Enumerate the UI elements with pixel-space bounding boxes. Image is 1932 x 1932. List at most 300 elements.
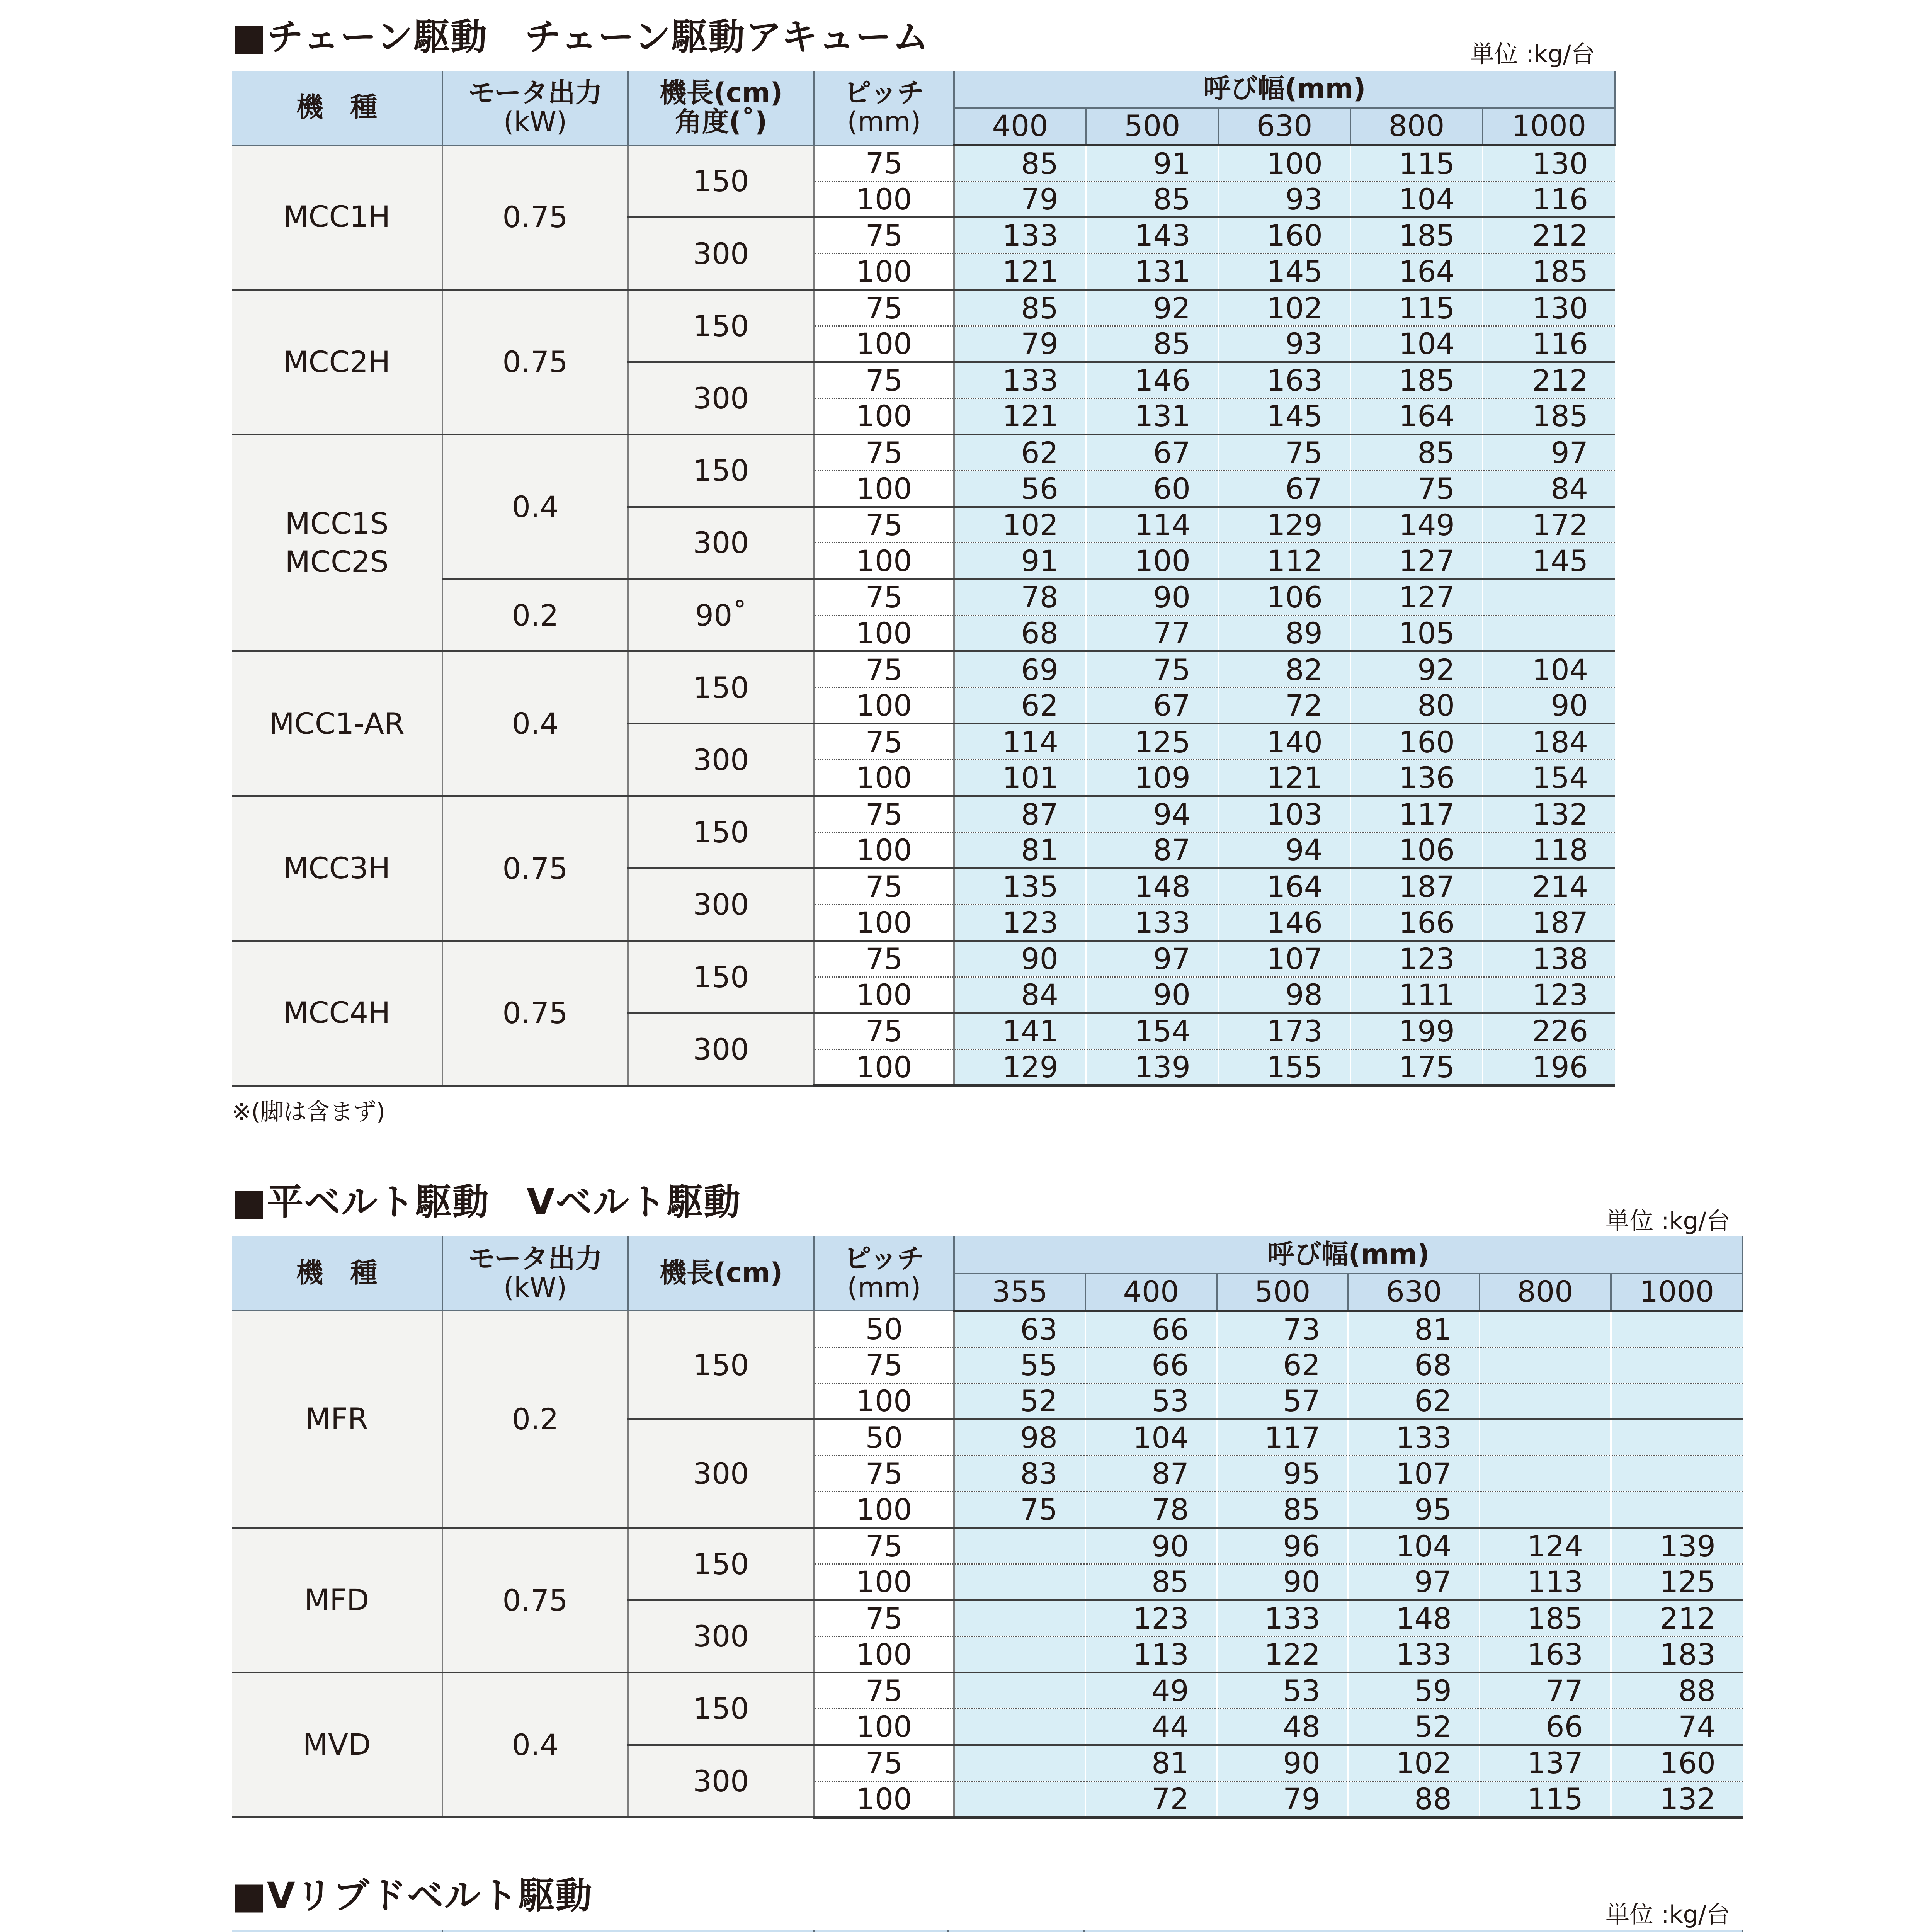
pitch-cell: 100: [814, 326, 954, 362]
length-cell: 300: [628, 218, 814, 290]
motor-cell: 0.4: [442, 651, 628, 796]
value-cell: 160: [1611, 1745, 1743, 1781]
pitch-cell: 100: [814, 1636, 954, 1673]
value-cell: 138: [1483, 940, 1615, 977]
value-cell: 87: [954, 796, 1086, 832]
pitch-cell: 75: [814, 1745, 954, 1781]
pitch-cell: 75: [814, 1672, 954, 1709]
value-cell: 90: [1483, 687, 1615, 724]
value-cell: [954, 1745, 1085, 1781]
value-cell: 78: [1085, 1492, 1217, 1528]
pitch-cell: 75: [814, 579, 954, 616]
value-cell: 96: [1217, 1528, 1348, 1564]
value-cell: 105: [1350, 615, 1483, 651]
value-cell: 79: [954, 326, 1086, 362]
value-cell: 166: [1350, 905, 1483, 941]
value-cell: 102: [1218, 290, 1350, 326]
value-cell: 136: [1350, 760, 1483, 796]
header-pitch: [814, 1236, 954, 1311]
value-cell: 212: [1483, 362, 1615, 398]
table-row: [232, 1528, 1743, 1564]
value-cell: 115: [1350, 145, 1483, 181]
table2: [232, 1236, 1743, 1819]
value-cell: 164: [1350, 253, 1483, 290]
value-cell: 62: [1217, 1347, 1348, 1383]
value-cell: 49: [1085, 1672, 1217, 1709]
value-cell: 62: [954, 434, 1086, 471]
value-cell: 131: [1086, 398, 1218, 435]
value-cell: [1611, 1492, 1743, 1528]
table-row: [232, 1672, 1743, 1709]
value-cell: 102: [1348, 1745, 1480, 1781]
length-cell: 300: [628, 1419, 814, 1528]
model-cell: MCC1S MCC2S: [232, 434, 442, 651]
width-header-400: 400: [1085, 1274, 1217, 1311]
value-cell: 83: [954, 1456, 1085, 1492]
value-cell: 85: [1086, 181, 1218, 218]
header-pitch: [814, 71, 954, 145]
value-cell: 185: [1350, 362, 1483, 398]
pitch-cell: 100: [814, 760, 954, 796]
value-cell: 53: [1085, 1383, 1217, 1420]
length-cell: 150: [628, 1528, 814, 1600]
value-cell: 160: [1350, 724, 1483, 760]
value-cell: [954, 1781, 1085, 1817]
length-cell: 90˚: [628, 579, 814, 651]
value-cell: 79: [954, 181, 1086, 218]
value-cell: 59: [1348, 1672, 1480, 1709]
value-cell: 140: [1218, 724, 1350, 760]
value-cell: 81: [954, 832, 1086, 869]
value-cell: 143: [1086, 218, 1218, 254]
value-cell: 81: [1348, 1311, 1480, 1347]
value-cell: 93: [1218, 181, 1350, 218]
header-pitch-line2: (mm): [847, 106, 921, 138]
header-length: 機長(cm): [628, 1236, 814, 1311]
value-cell: 117: [1217, 1419, 1348, 1456]
value-cell: 146: [1086, 362, 1218, 398]
table2-title: ■平ベルト駆動 Vベルト駆動: [232, 1181, 741, 1223]
length-cell: 300: [628, 1745, 814, 1818]
value-cell: 68: [954, 615, 1086, 651]
value-cell: 66: [1085, 1311, 1217, 1347]
length-cell: 150: [628, 434, 814, 507]
pitch-cell: 100: [814, 253, 954, 290]
pitch-cell: 75: [814, 940, 954, 977]
value-cell: [1611, 1311, 1743, 1347]
header-length-line1: 機長(cm): [659, 77, 783, 109]
value-cell: 52: [1348, 1709, 1480, 1745]
value-cell: 72: [1085, 1781, 1217, 1817]
value-cell: 94: [1218, 832, 1350, 869]
value-cell: [1483, 615, 1615, 651]
pitch-cell: 100: [814, 1049, 954, 1085]
table3: [232, 1930, 1743, 1932]
value-cell: 85: [1086, 326, 1218, 362]
value-cell: 84: [1483, 471, 1615, 507]
pitch-cell: 100: [814, 1781, 954, 1817]
value-cell: 133: [954, 218, 1086, 254]
pitch-cell: 100: [814, 977, 954, 1013]
table1: [232, 71, 1616, 1087]
motor-cell: 0.2: [442, 579, 628, 651]
value-cell: 73: [1217, 1311, 1348, 1347]
value-cell: 116: [1483, 326, 1615, 362]
value-cell: [954, 1600, 1085, 1636]
pitch-cell: 100: [814, 398, 954, 435]
value-cell: 124: [1480, 1528, 1611, 1564]
header-motor-line1: モータ出力: [468, 1242, 602, 1274]
length-cell: 150: [628, 796, 814, 868]
value-cell: 127: [1350, 579, 1483, 616]
header-pitch-line1: ピッチ: [844, 1242, 924, 1274]
value-cell: 172: [1483, 507, 1615, 543]
value-cell: 75: [1350, 471, 1483, 507]
motor-cell: 0.75: [442, 796, 628, 940]
value-cell: 57: [1217, 1383, 1348, 1420]
value-cell: 121: [1218, 760, 1350, 796]
motor-cell: 0.75: [442, 145, 628, 290]
table1-title: ■チェーン駆動 チェーン駆動アキューム: [232, 16, 930, 58]
header-pitch-line1: ピッチ: [844, 77, 924, 109]
value-cell: 187: [1483, 905, 1615, 941]
width-header-630: 630: [1348, 1274, 1480, 1311]
pitch-cell: 50: [814, 1311, 954, 1347]
value-cell: 91: [954, 543, 1086, 579]
table-row: [232, 651, 1615, 688]
value-cell: 214: [1483, 868, 1615, 905]
pitch-cell: 75: [814, 651, 954, 688]
value-cell: 102: [954, 507, 1086, 543]
value-cell: 75: [1086, 651, 1218, 688]
pitch-cell: 75: [814, 434, 954, 471]
width-header-500: 500: [1217, 1274, 1348, 1311]
pitch-cell: 75: [814, 507, 954, 543]
value-cell: [954, 1564, 1085, 1600]
motor-cell: 0.75: [442, 940, 628, 1085]
value-cell: 74: [1611, 1709, 1743, 1745]
value-cell: 90: [1086, 977, 1218, 1013]
width-header-355: 355: [954, 1274, 1085, 1311]
value-cell: 92: [1350, 651, 1483, 688]
value-cell: 115: [1350, 290, 1483, 326]
value-cell: [1611, 1419, 1743, 1456]
value-cell: 212: [1483, 218, 1615, 254]
value-cell: 63: [954, 1311, 1085, 1347]
pitch-cell: 75: [814, 868, 954, 905]
value-cell: 80: [1350, 687, 1483, 724]
value-cell: 146: [1218, 905, 1350, 941]
table1-body: [232, 145, 1615, 1085]
value-cell: 90: [1086, 579, 1218, 616]
width-header-1000: 1000: [1611, 1274, 1743, 1311]
motor-cell: 0.75: [442, 1528, 628, 1672]
value-cell: 139: [1611, 1528, 1743, 1564]
value-cell: 67: [1086, 434, 1218, 471]
value-cell: 44: [1085, 1709, 1217, 1745]
value-cell: 130: [1483, 290, 1615, 326]
value-cell: 132: [1611, 1781, 1743, 1817]
value-cell: 106: [1350, 832, 1483, 869]
value-cell: 185: [1483, 253, 1615, 290]
value-cell: [1480, 1347, 1611, 1383]
value-cell: 117: [1350, 796, 1483, 832]
value-cell: 97: [1483, 434, 1615, 471]
value-cell: 212: [1611, 1600, 1743, 1636]
value-cell: 137: [1480, 1745, 1611, 1781]
pitch-cell: 100: [814, 687, 954, 724]
value-cell: 164: [1218, 868, 1350, 905]
value-cell: 68: [1348, 1347, 1480, 1383]
value-cell: 131: [1086, 253, 1218, 290]
value-cell: 100: [1218, 145, 1350, 181]
motor-cell: 0.4: [442, 1672, 628, 1817]
value-cell: [954, 1528, 1085, 1564]
value-cell: 52: [954, 1383, 1085, 1420]
header-motor: [442, 1236, 628, 1311]
value-cell: 145: [1218, 253, 1350, 290]
pitch-cell: 50: [814, 1419, 954, 1456]
value-cell: 66: [1085, 1347, 1217, 1383]
table-row: [232, 796, 1615, 832]
value-cell: [1480, 1311, 1611, 1347]
value-cell: 90: [1217, 1745, 1348, 1781]
value-cell: 81: [1085, 1745, 1217, 1781]
pitch-cell: 100: [814, 181, 954, 218]
model-cell: MFR: [232, 1311, 442, 1528]
length-cell: 150: [628, 940, 814, 1013]
header-motor-line2: (kW): [503, 106, 567, 138]
value-cell: [1611, 1383, 1743, 1420]
pitch-cell: 100: [814, 832, 954, 869]
header-length: [628, 71, 814, 145]
model-cell: MCC3H: [232, 796, 442, 940]
header-width: 呼び幅(mm): [954, 71, 1615, 108]
value-cell: 66: [1480, 1709, 1611, 1745]
header-model: [232, 1930, 442, 1932]
header-model: 機 種: [232, 71, 442, 145]
value-cell: 60: [1086, 471, 1218, 507]
length-cell: 150: [628, 290, 814, 362]
value-cell: 90: [1085, 1528, 1217, 1564]
value-cell: 107: [1218, 940, 1350, 977]
value-cell: 67: [1086, 687, 1218, 724]
value-cell: 97: [1348, 1564, 1480, 1600]
value-cell: 133: [1348, 1636, 1480, 1673]
value-cell: [1480, 1419, 1611, 1456]
value-cell: 93: [1218, 326, 1350, 362]
header-unitname: [442, 1930, 814, 1932]
value-cell: 184: [1483, 724, 1615, 760]
value-cell: 155: [1218, 1049, 1350, 1085]
value-cell: 114: [954, 724, 1086, 760]
value-cell: 116: [1483, 181, 1615, 218]
value-cell: [1480, 1383, 1611, 1420]
value-cell: 139: [1086, 1049, 1218, 1085]
value-cell: 79: [1217, 1781, 1348, 1817]
pitch-cell: 100: [814, 543, 954, 579]
value-cell: 145: [1483, 543, 1615, 579]
pitch-cell: 75: [814, 1528, 954, 1564]
value-cell: 95: [1348, 1492, 1480, 1528]
value-cell: 109: [1086, 760, 1218, 796]
table-row: [232, 1311, 1743, 1347]
table2-body: [232, 1311, 1743, 1817]
motor-cell: 0.2: [442, 1311, 628, 1528]
value-cell: 148: [1086, 868, 1218, 905]
table2-unit: 単位 :kg/台: [1605, 1207, 1730, 1235]
value-cell: 125: [1086, 724, 1218, 760]
value-cell: 164: [1350, 398, 1483, 435]
value-cell: 77: [1086, 615, 1218, 651]
value-cell: 62: [1348, 1383, 1480, 1420]
value-cell: 145: [1218, 398, 1350, 435]
motor-cell: 0.75: [442, 290, 628, 434]
value-cell: 132: [1483, 796, 1615, 832]
value-cell: [954, 1672, 1085, 1709]
width-header-800: 800: [1480, 1274, 1611, 1311]
length-cell: 300: [628, 1013, 814, 1086]
value-cell: 94: [1086, 796, 1218, 832]
value-cell: 127: [1350, 543, 1483, 579]
value-cell: 85: [1217, 1492, 1348, 1528]
table3-header: [232, 1930, 1743, 1932]
value-cell: 133: [1217, 1600, 1348, 1636]
pitch-cell: 75: [814, 1456, 954, 1492]
value-cell: 133: [1086, 905, 1218, 941]
pitch-cell: 75: [814, 290, 954, 326]
value-cell: 133: [1348, 1419, 1480, 1456]
motor-cell: 0.4: [442, 434, 628, 579]
value-cell: 163: [1480, 1636, 1611, 1673]
length-cell: 300: [628, 724, 814, 796]
value-cell: 85: [954, 290, 1086, 326]
pitch-cell: 75: [814, 1013, 954, 1049]
model-cell: MFD: [232, 1528, 442, 1672]
pitch-cell: 100: [814, 1709, 954, 1745]
value-cell: 90: [1217, 1564, 1348, 1600]
length-cell: 150: [628, 145, 814, 218]
header-length-line2: 角度(˚): [675, 106, 767, 138]
value-cell: 85: [1350, 434, 1483, 471]
value-cell: 91: [1086, 145, 1218, 181]
table1-unit: 単位 :kg/台: [1470, 40, 1595, 68]
value-cell: 121: [954, 398, 1086, 435]
value-cell: 55: [954, 1347, 1085, 1383]
value-cell: 100: [1086, 543, 1218, 579]
value-cell: 75: [1218, 434, 1350, 471]
value-cell: 95: [1217, 1456, 1348, 1492]
pitch-cell: 75: [814, 1600, 954, 1636]
value-cell: 163: [1218, 362, 1350, 398]
value-cell: 104: [1085, 1419, 1217, 1456]
value-cell: [1611, 1456, 1743, 1492]
pitch-cell: 100: [814, 905, 954, 941]
header-width: [1084, 1930, 1743, 1932]
table1-header: [232, 71, 1615, 145]
header-width: 呼び幅(mm): [954, 1236, 1743, 1274]
value-cell: 154: [1483, 760, 1615, 796]
value-cell: 104: [1350, 181, 1483, 218]
table-row: [232, 434, 1615, 471]
length-cell: 150: [628, 1311, 814, 1419]
length-cell: 300: [628, 1600, 814, 1672]
header-motor-line1: モータ出力: [468, 77, 602, 109]
table2-header: [232, 1236, 1743, 1311]
pitch-cell: 75: [814, 724, 954, 760]
value-cell: 87: [1086, 832, 1218, 869]
header-pitch: [948, 1930, 1084, 1932]
value-cell: 111: [1350, 977, 1483, 1013]
length-cell: 300: [628, 868, 814, 940]
value-cell: 103: [1218, 796, 1350, 832]
pitch-cell: 100: [814, 1564, 954, 1600]
value-cell: 123: [1085, 1600, 1217, 1636]
value-cell: 104: [1483, 651, 1615, 688]
value-cell: [954, 1709, 1085, 1745]
value-cell: 226: [1483, 1013, 1615, 1049]
value-cell: 97: [1086, 940, 1218, 977]
pitch-cell: 75: [814, 796, 954, 832]
header-motor: [442, 71, 628, 145]
value-cell: 183: [1611, 1636, 1743, 1673]
pitch-cell: 100: [814, 615, 954, 651]
value-cell: 135: [954, 868, 1086, 905]
pitch-cell: 75: [814, 1347, 954, 1383]
value-cell: 56: [954, 471, 1086, 507]
value-cell: 129: [954, 1049, 1086, 1085]
value-cell: 133: [954, 362, 1086, 398]
value-cell: 98: [1218, 977, 1350, 1013]
value-cell: 185: [1480, 1600, 1611, 1636]
value-cell: 148: [1348, 1600, 1480, 1636]
value-cell: 187: [1350, 868, 1483, 905]
pitch-cell: 100: [814, 1383, 954, 1420]
value-cell: [1480, 1492, 1611, 1528]
value-cell: 98: [954, 1419, 1085, 1456]
value-cell: 118: [1483, 832, 1615, 869]
length-cell: 300: [628, 362, 814, 434]
value-cell: 113: [1085, 1636, 1217, 1673]
table-row: [232, 290, 1615, 326]
value-cell: [1480, 1456, 1611, 1492]
value-cell: 75: [954, 1492, 1085, 1528]
width-header-500: 500: [1086, 108, 1218, 145]
value-cell: 67: [1218, 471, 1350, 507]
value-cell: [1483, 579, 1615, 616]
table-row: [232, 145, 1615, 181]
value-cell: 69: [954, 651, 1086, 688]
model-cell: MVD: [232, 1672, 442, 1817]
value-cell: 175: [1350, 1049, 1483, 1085]
length-cell: 150: [628, 1672, 814, 1745]
model-cell: MCC1-AR: [232, 651, 442, 796]
width-header-400: 400: [954, 108, 1086, 145]
value-cell: 77: [1480, 1672, 1611, 1709]
pitch-cell: 75: [814, 218, 954, 254]
value-cell: 125: [1611, 1564, 1743, 1600]
value-cell: 88: [1348, 1781, 1480, 1817]
model-cell: MCC2H: [232, 290, 442, 434]
width-header-800: 800: [1350, 108, 1483, 145]
width-header-1000: 1000: [1483, 108, 1615, 145]
value-cell: 92: [1086, 290, 1218, 326]
value-cell: [954, 1636, 1085, 1673]
header-motor-line2: (kW): [503, 1272, 567, 1304]
header-length: [814, 1930, 948, 1932]
value-cell: 121: [954, 253, 1086, 290]
value-cell: 112: [1218, 543, 1350, 579]
